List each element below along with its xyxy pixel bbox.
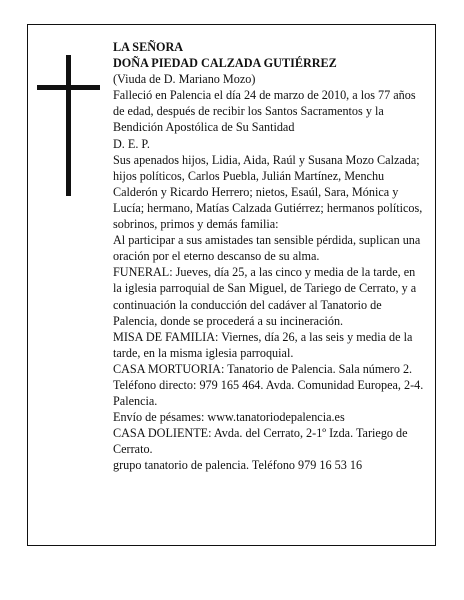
obituary-text xyxy=(113,39,425,474)
funeral-home-paragraph: CASA MORTUORIA: Tanatorio de Palencia. Sala número 2. Teléfono directo: 979 165 464. Avda. Comunidad Europea, 2-4. Palencia. xyxy=(113,361,424,409)
subtitle: (Viuda de D. Mariano Mozo) xyxy=(113,72,256,87)
funeral-paragraph: FUNERAL: Jueves, día 25, a las cinco y media de la tarde, en la iglesia parroquial de San Miguel, de Tariego de Cerrato, y a continuación la conducción del cadáver al Tanatorio de Palencia, donde se procederá a su incineración. xyxy=(113,265,417,328)
cross-icon-bar xyxy=(37,85,100,90)
death-announcement: Falleció en Palencia el día 24 de marzo de 2010, a los 77 años de edad, después de recibir los Santos Sacramentos y la Bendición Apostólica de Su Santidad xyxy=(113,88,416,135)
family-mass-paragraph: MISA DE FAMILIA: Viernes, día 26, a las seis y media de la tarde, en la misma iglesia parroquial. xyxy=(113,329,413,360)
title-line-2: DOÑA PIEDAD CALZADA GUTIÉRREZ xyxy=(113,56,337,71)
rip-line: D. E. P. xyxy=(113,136,150,151)
condolences-line: Envío de pésames: www.tanatoriodepalencia.es xyxy=(113,410,345,425)
title-line-1: LA SEÑORA xyxy=(113,40,184,54)
mourning-house-paragraph: CASA DOLIENTE: Avda. del Cerrato, 2-1º Izda. Tariego de Cerrato. xyxy=(113,426,408,457)
footer-line: grupo tanatorio de palencia. Teléfono 979 16 53 16 xyxy=(113,458,363,473)
request-paragraph: Al participar a sus amistades tan sensible pérdida, suplican una oración por el eterno descanso de su alma. xyxy=(113,233,421,264)
family-paragraph: Sus apenados hijos, Lidia, Aida, Raúl y Susana Mozo Calzada; hijos políticos, Carlos Puebla, Julián Martínez, Menchu Calderón y Ricardo Herrero; nietos, Esaúl, Sara, Mónica y Lucía; hermano, Matías Calzada Gutiérrez; hermanos políticos, sobrinos, primos y demás familia: xyxy=(113,152,423,232)
cross-icon xyxy=(66,55,71,196)
